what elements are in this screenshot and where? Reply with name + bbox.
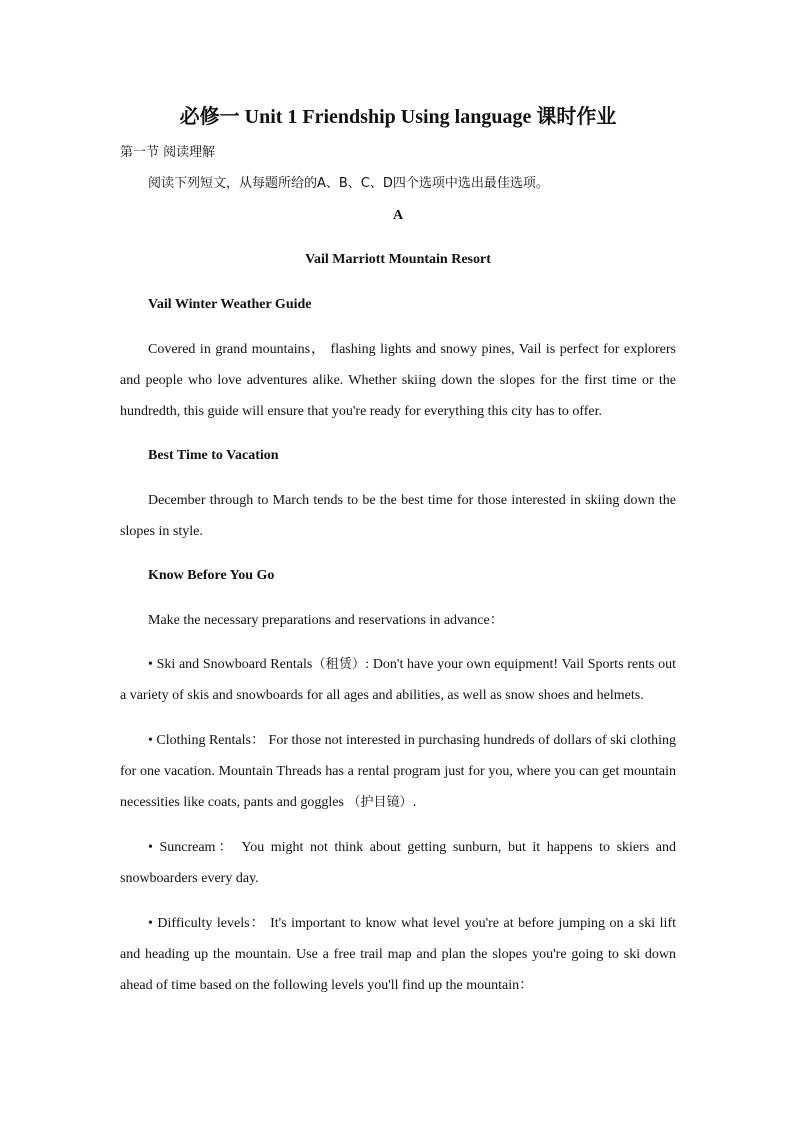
heading-know-before: Know Before You Go: [148, 568, 275, 583]
section-label: 第一节 阅读理解: [120, 145, 216, 160]
passage-title: Vail Marriott Mountain Resort: [305, 252, 491, 267]
paragraph-know-before-intro: Make the necessary preparations and reservations in advance：: [148, 613, 504, 628]
bullet-suncream: • Suncream： You might not think about getting sunburn, but it happens to skiers and snowboarders every day.: [120, 840, 676, 886]
bullet-difficulty: • Difficulty levels： It's important to know what level you're at before jumping on a ski lift and heading up the mountain. Use a free trail map and plan the slopes you're going to ski down ahead of time based on the following levels you'll find up the mountain：: [120, 916, 676, 993]
heading-weather-guide: Vail Winter Weather Guide: [148, 297, 312, 312]
bullet-ski-rentals-text: : Don't have your own equipment! Vail Sports rents out a variety of skis and snowboards for all ages and abilities, as well as snow shoes and helmets.: [120, 657, 676, 703]
bullet-ski-rentals: [120, 649, 676, 711]
paragraph-best-time: December through to March tends to be the best time for those interested in skiing down the slopes in style.: [120, 493, 676, 539]
document-title: 必修一 Unit 1 Friendship Using language 课时作业: [179, 106, 617, 128]
instruction-text: 阅读下列短文，从每题所给的A、B、C、D四个选项中选出最佳选项。: [148, 176, 549, 191]
passage-letter: A: [392, 208, 404, 223]
bullet-clothing-note: （护目镜）.: [347, 795, 417, 810]
bullet-clothing-text: • Clothing Rentals： For those not interested in purchasing hundreds of dollars of ski clothing for one vacation. Mountain Threads has a rental program just for you, where you can get mountain necessities like coats, pants and goggles: [120, 733, 676, 810]
bullet-ski-rentals-lead: • Ski and Snowboard Rentals: [148, 657, 313, 672]
bullet-ski-rentals-note: （租赁）: [312, 657, 366, 672]
paragraph-weather-guide: Covered in grand mountains， flashing lights and snowy pines, Vail is perfect for explorers and people who love adventures alike. Whether skiing down the slopes for the first time or the hundredth, this guide will ensure that you're ready for everything this city has to offer.: [120, 342, 676, 419]
heading-best-time: Best Time to Vacation: [148, 448, 279, 463]
bullet-clothing: [120, 725, 676, 818]
